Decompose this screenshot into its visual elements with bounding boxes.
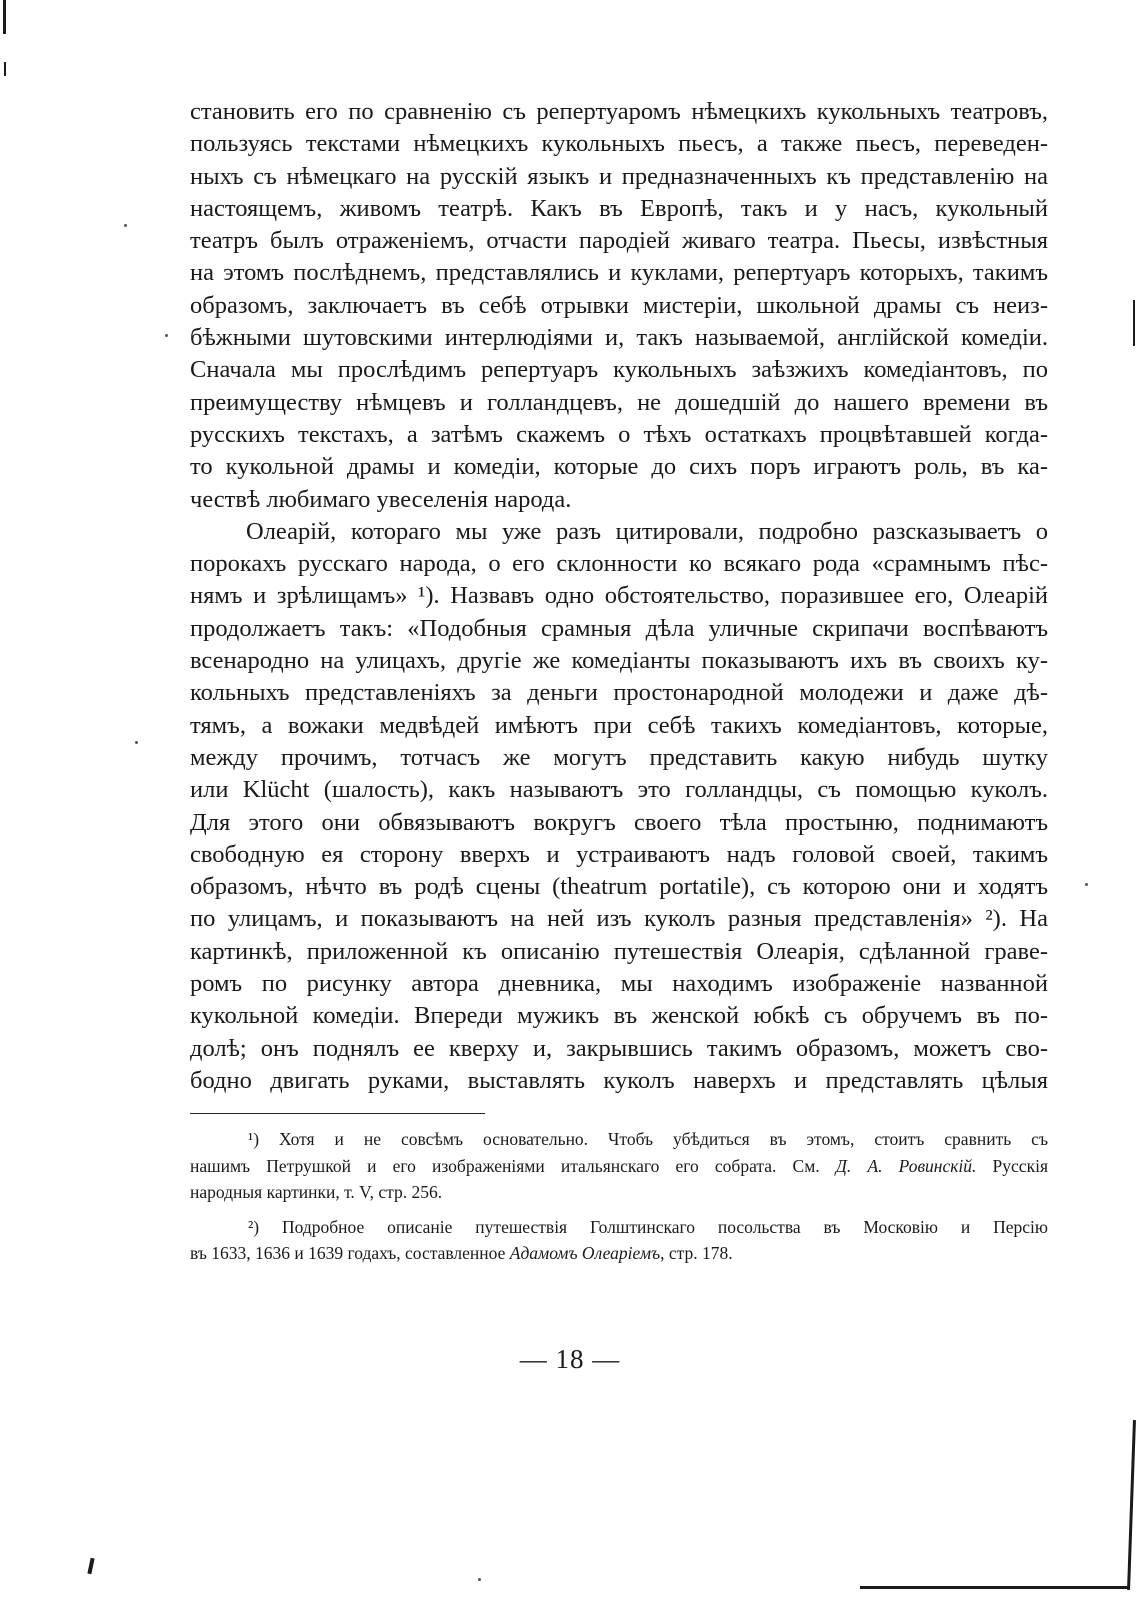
text-line: Олеарій, котораго мы уже разъ цитировали, подробно разсказываетъ о	[246, 517, 1048, 545]
text-line: бѣжными шутовскими интерлюдіями и, такъ называемой, англійской комедіи.	[190, 324, 1048, 352]
text-line: образомъ, нѣчто въ родѣ сцены (theatrum portatile), съ которою они и ходятъ	[190, 873, 1048, 901]
text-line: всенародно на улицахъ, другіе же комедіанты показываютъ ихъ въ своихъ ку-	[190, 647, 1048, 675]
text-line: то кукольной драмы и комедіи, которые до сихъ поръ играютъ роль, въ ка-	[190, 453, 1048, 481]
footnote-text: нашимъ Петрушкой и его изображеніями итальянскаго его собрата. См.	[190, 1155, 836, 1176]
footnote-author: Д. А. Ровинскій.	[835, 1155, 977, 1176]
text-line: по улицамъ, и показываютъ на ней изъ куколъ разныя представленія» ²). На	[190, 905, 1048, 933]
scan-speck	[165, 334, 168, 337]
text-line: кукольной комедіи. Впереди мужикъ въ женской юбкѣ съ обручемъ въ по-	[190, 1002, 1048, 1030]
text-line: ныхъ съ нѣмецкаго на русскій языкъ и предназначенныхъ къ представленію на	[190, 162, 1048, 190]
footnote-2	[190, 1214, 1048, 1267]
text-line: между прочимъ, тотчасъ же могутъ представить какую нибудь шутку	[190, 743, 1048, 771]
scan-edge-mark	[1133, 300, 1135, 346]
text-line: или Klücht (шалость), какъ называютъ это голландцы, съ помощью куколъ.	[190, 776, 1048, 804]
body-text	[190, 96, 1048, 1097]
scan-speck	[1085, 883, 1088, 886]
text-line: театръ былъ отраженіемъ, отчасти пародіей живаго театра. Пьесы, извѣстныя	[190, 227, 1048, 255]
scan-speck	[124, 224, 127, 227]
text-line: преимуществу нѣмцевъ и голландцевъ, не дошедшій до нашего времени въ	[190, 388, 1048, 416]
text-line: Сначала мы прослѣдимъ репертуаръ кукольныхъ заѣзжихъ комедіантовъ, по	[190, 356, 1048, 384]
text-line: бодно двигать руками, выставлять куколъ наверхъ и представлять цѣлыя	[190, 1066, 1048, 1094]
text-line: образомъ, заключаетъ въ себѣ отрывки мистеріи, школьной драмы съ неиз-	[190, 291, 1048, 319]
footnote-author: Адамомъ Олеаріемъ	[509, 1243, 661, 1264]
scan-edge-mark	[87, 1558, 94, 1574]
text-line: пользуясь текстами нѣмецкихъ кукольныхъ пьесъ, а также пьесъ, переведен-	[190, 130, 1048, 158]
paragraph-1	[190, 96, 1048, 484]
scan-edge-mark	[3, 0, 6, 34]
footnote-text: Русскія	[976, 1155, 1048, 1176]
text-line: тямъ, а вожаки медвѣдей имѣютъ при себѣ такихъ комедіантовъ, которые,	[190, 711, 1048, 739]
text-line: картинкѣ, приложенной къ описанію путешествія Олеарія, сдѣланной граве-	[190, 937, 1048, 965]
footnote-line: ¹) Хотя и не совсѣмъ основательно. Чтобъ убѣдиться въ этомъ, стоитъ сравнить съ	[248, 1129, 1048, 1150]
text-line: чествѣ любимаго увеселенія народа.	[190, 485, 572, 513]
scan-edge-mark	[4, 62, 6, 76]
footnote-text: , стр. 178.	[660, 1243, 733, 1264]
footnote-text: въ 1633, 1636 и 1639 годахъ, составленное	[190, 1243, 510, 1264]
scan-edge-mark	[1127, 1420, 1136, 1590]
text-line: становить его по сравненію съ репертуаромъ нѣмецкихъ кукольныхъ театровъ,	[190, 98, 1048, 125]
footnote-1	[190, 1126, 1048, 1206]
text-line: ромъ по рисунку автора дневника, мы находимъ изображеніе названной	[190, 970, 1048, 998]
paragraph-2	[190, 516, 1048, 1097]
page-number: — 18 —	[519, 1344, 621, 1374]
scan-speck	[135, 741, 138, 744]
footnote-rule	[190, 1113, 485, 1114]
scan-speck	[478, 1578, 481, 1581]
footnote-line	[190, 1240, 1048, 1267]
paragraph-1-end	[190, 484, 1048, 516]
text-line: свободную ея сторону вверхъ и устраиваютъ надъ головой своей, такимъ	[190, 840, 1048, 868]
text-line: нямъ и зрѣлищамъ» ¹). Назвавъ одно обстоятельство, поразившее его, Олеарій	[190, 582, 1048, 610]
footnotes	[190, 1126, 1048, 1267]
footnote-line: народныя картинки, т. V, стр. 256.	[190, 1182, 443, 1203]
text-line: продолжаетъ такъ: «Подобныя срамныя дѣла уличные скрипачи воспѣваютъ	[190, 614, 1048, 642]
text-line: Для этого они обвязываютъ вокругъ своего тѣла простыню, поднимаютъ	[190, 808, 1048, 836]
page-body	[190, 96, 1048, 1275]
text-line: настоящемъ, живомъ театрѣ. Какъ въ Европѣ, такъ и у насъ, кукольный	[190, 194, 1048, 222]
footnote-line: ²) Подробное описаніе путешествія Голштинскаго посольства въ Московію и Персію	[248, 1216, 1048, 1237]
text-line: долѣ; онъ поднялъ ее кверху и, закрывшись такимъ образомъ, можетъ сво-	[190, 1034, 1048, 1062]
scan-edge-mark	[860, 1586, 1130, 1589]
text-line: кольныхъ представленіяхъ за деньги простонародной молодежи и даже дѣ-	[190, 679, 1048, 707]
text-line: на этомъ послѣднемъ, представлялись и куклами, репертуаръ которыхъ, такимъ	[190, 259, 1048, 287]
text-line: русскихъ текстахъ, а затѣмъ скажемъ о тѣхъ остаткахъ процвѣтавшей когда-	[190, 420, 1048, 448]
text-line: порокахъ русскаго народа, о его склонности ко всякаго рода «срамнымъ пѣс-	[190, 550, 1048, 578]
footnote-line	[190, 1153, 1048, 1180]
